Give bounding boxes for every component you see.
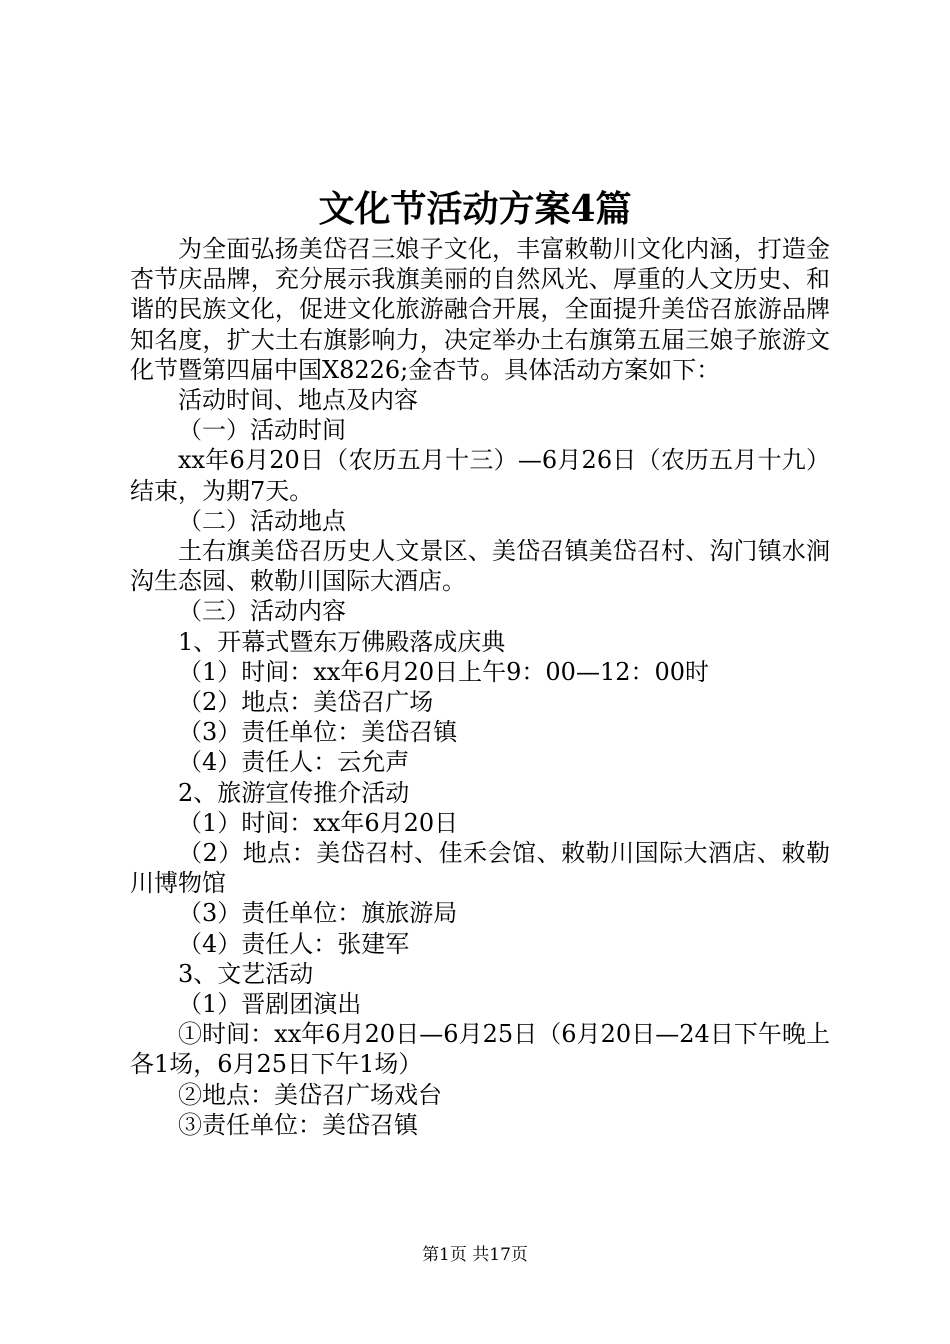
section-heading: 活动时间、地点及内容 — [178, 386, 418, 415]
activity-heading-1: 1、开幕式暨东万佛殿落成庆典 — [178, 627, 506, 656]
activity-heading-3: 3、文艺活动 — [178, 959, 314, 988]
list-item: （2）地点：美岱召村、佳禾会馆、敕勒川国际大酒店、敕勒川博物馆 — [130, 839, 830, 898]
list-item: （1）时间：xx年6月20日上午9：00—12：00时 — [178, 657, 710, 686]
time-paragraph: xx年6月20日（农历五月十三）—6月26日（农历五月十九）结束，为期7天。 — [130, 446, 830, 505]
page-number: 第1页 共17页 — [422, 1245, 528, 1265]
list-item: （1）时间：xx年6月20日 — [178, 808, 459, 837]
list-item: （4）责任人：张建军 — [178, 929, 410, 958]
list-item: （3）责任单位：美岱召镇 — [178, 718, 458, 747]
list-item: （4）责任人：云允声 — [178, 748, 410, 777]
list-item: ①时间：xx年6月20日—6月25日（6月20日—24日下午晚上各1场，6月25日下午1场） — [130, 1020, 830, 1079]
list-item: （2）地点：美岱召广场 — [178, 688, 434, 717]
activity-heading-2: 2、旅游宣传推介活动 — [178, 778, 410, 807]
document-body — [130, 234, 830, 1140]
subsection-heading-location: （二）活动地点 — [178, 506, 346, 535]
intro-paragraph: 为全面弘扬美岱召三娘子文化，丰富敕勒川文化内涵，打造金杏节庆品牌，充分展示我旗美丽的自然风光、厚重的人文历史、和谐的民族文化，促进文化旅游融合开展，全面提升美岱召旅游品牌知名度，扩大土右旗影响力，决定举办土右旗第五届三娘子旅游文化节暨第四届中国X8226;金杏节。具体活动方案如下： — [130, 235, 830, 384]
location-paragraph: 土右旗美岱召历史人文景区、美岱召镇美岱召村、沟门镇水涧沟生态园、敕勒川国际大酒店。 — [130, 537, 830, 596]
list-item: （3）责任单位：旗旅游局 — [178, 899, 458, 928]
list-item: （1）晋剧团演出 — [178, 990, 362, 1019]
document-title: 文化节活动方案4篇 — [318, 188, 632, 230]
list-item: ③责任单位：美岱召镇 — [178, 1110, 418, 1139]
subsection-heading-time: （一）活动时间 — [178, 416, 346, 445]
list-item: ②地点：美岱召广场戏台 — [178, 1080, 442, 1109]
subsection-heading-content: （三）活动内容 — [178, 597, 346, 626]
